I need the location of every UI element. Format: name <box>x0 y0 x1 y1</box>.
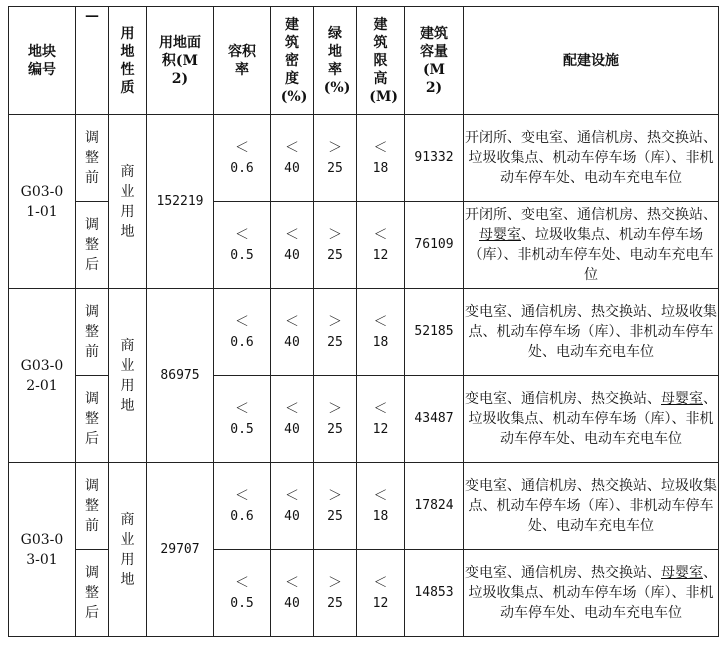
land-use-cell: 商业用地 <box>109 289 147 463</box>
header-row <box>9 7 719 115</box>
header-dash: — <box>76 7 109 115</box>
facilities-cell: 开闭所、变电室、通信机房、热交换站、垃圾收集点、机动车停车场（库）、非机动车停车处、电动车充电车位 <box>464 115 719 202</box>
far-cell: ＜ 0.5 <box>214 376 271 463</box>
nursing-room-underlined: 母婴室 <box>661 565 703 581</box>
block-id-cell: G03-02-01 <box>9 289 76 463</box>
land-area-cell: 152219 <box>147 115 214 289</box>
stage-cell: 调整前 <box>76 115 109 202</box>
gfa-cell: 76109 <box>405 202 464 289</box>
green-cell: ＞ 25 <box>314 463 357 550</box>
table-container <box>8 6 719 637</box>
header-density: 建筑密度(%) <box>271 7 314 115</box>
header-land-use: 用地性质 <box>109 7 147 115</box>
gfa-cell: 14853 <box>405 550 464 637</box>
land-area-cell: 29707 <box>147 463 214 637</box>
far-cell: ＜ 0.5 <box>214 202 271 289</box>
header-far: 容积率 <box>214 7 271 115</box>
facilities-cell: 变电室、通信机房、热交换站、垃圾收集点、机动车停车场（库）、非机动车停车处、电动车充电车位 <box>464 463 719 550</box>
table-row <box>9 463 719 550</box>
table-row <box>9 115 719 202</box>
density-cell: ＜ 40 <box>271 550 314 637</box>
header-height: 建筑限高(M) <box>357 7 405 115</box>
height-cell: ＜ 18 <box>357 289 405 376</box>
stage-cell: 调整后 <box>76 550 109 637</box>
density-cell: ＜ 40 <box>271 115 314 202</box>
green-cell: ＞ 25 <box>314 115 357 202</box>
block-id-cell: G03-03-01 <box>9 463 76 637</box>
green-cell: ＞ 25 <box>314 289 357 376</box>
green-cell: ＞ 25 <box>314 550 357 637</box>
far-cell: ＜ 0.6 <box>214 463 271 550</box>
land-area-cell: 86975 <box>147 289 214 463</box>
nursing-room-underlined: 母婴室 <box>661 391 703 407</box>
height-cell: ＜ 12 <box>357 376 405 463</box>
far-cell: ＜ 0.5 <box>214 550 271 637</box>
stage-cell: 调整前 <box>76 289 109 376</box>
header-green: 绿地率(%) <box>314 7 357 115</box>
stage-cell: 调整前 <box>76 463 109 550</box>
header-gfa: 建筑容量(M2) <box>405 7 464 115</box>
land-use-cell: 商业用地 <box>109 115 147 289</box>
land-use-cell: 商业用地 <box>109 463 147 637</box>
density-cell: ＜ 40 <box>271 376 314 463</box>
land-plan-table <box>8 6 719 637</box>
density-cell: ＜ 40 <box>271 202 314 289</box>
header-block-id: 地块编号 <box>9 7 76 115</box>
facilities-cell: 变电室、通信机房、热交换站、母婴室、垃圾收集点、机动车停车场（库）、非机动车停车处、电动车充电车位 <box>464 376 719 463</box>
density-cell: ＜ 40 <box>271 463 314 550</box>
header-facilities: 配建设施 <box>464 7 719 115</box>
facilities-cell: 开闭所、变电室、通信机房、热交换站、母婴室、垃圾收集点、机动车停车场（库）、非机动车停车处、电动车充电车位 <box>464 202 719 289</box>
far-cell: ＜ 0.6 <box>214 115 271 202</box>
gfa-cell: 43487 <box>405 376 464 463</box>
density-cell: ＜ 40 <box>271 289 314 376</box>
gfa-cell: 91332 <box>405 115 464 202</box>
block-id-cell: G03-01-01 <box>9 115 76 289</box>
height-cell: ＜ 12 <box>357 550 405 637</box>
height-cell: ＜ 12 <box>357 202 405 289</box>
gfa-cell: 17824 <box>405 463 464 550</box>
green-cell: ＞ 25 <box>314 202 357 289</box>
far-cell: ＜ 0.6 <box>214 289 271 376</box>
gfa-cell: 52185 <box>405 289 464 376</box>
height-cell: ＜ 18 <box>357 115 405 202</box>
stage-cell: 调整后 <box>76 202 109 289</box>
height-cell: ＜ 18 <box>357 463 405 550</box>
nursing-room-underlined: 母婴室 <box>479 227 521 243</box>
table-row <box>9 289 719 376</box>
facilities-cell: 变电室、通信机房、热交换站、母婴室、垃圾收集点、机动车停车场（库）、非机动车停车处、电动车充电车位 <box>464 550 719 637</box>
facilities-cell: 变电室、通信机房、热交换站、垃圾收集点、机动车停车场（库）、非机动车停车处、电动车充电车位 <box>464 289 719 376</box>
header-land-area: 用地面积(M2) <box>147 7 214 115</box>
green-cell: ＞ 25 <box>314 376 357 463</box>
stage-cell: 调整后 <box>76 376 109 463</box>
